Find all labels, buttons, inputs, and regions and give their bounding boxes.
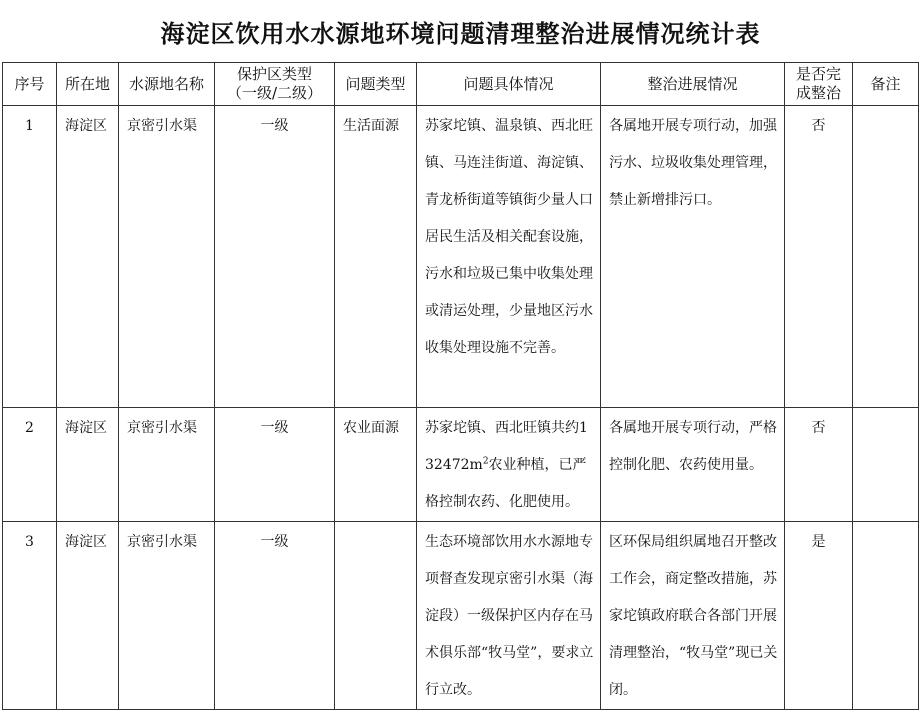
header-zone-type-line2: （一级/二级）	[226, 84, 323, 102]
cell-problem-type	[335, 522, 417, 710]
cell-remark	[853, 106, 919, 408]
header-zone-type-line1: 保护区类型	[236, 65, 312, 83]
cell-seq: 1	[3, 106, 57, 408]
cell-source-name: 京密引水渠	[119, 106, 215, 408]
header-seq: 序号	[3, 63, 57, 106]
cell-zone-type: 一级	[215, 106, 335, 408]
cell-remark	[853, 522, 919, 710]
cell-done: 否	[785, 106, 853, 408]
header-done-line2: 成整治	[795, 84, 841, 102]
cell-seq: 2	[3, 408, 57, 522]
cell-problem-type: 农业面源	[335, 408, 417, 522]
header-source-name: 水源地名称	[119, 63, 215, 106]
header-problem-type: 问题类型	[335, 63, 417, 106]
cell-zone-type: 一级	[215, 408, 335, 522]
cell-location: 海淀区	[57, 106, 119, 408]
header-remark: 备注	[853, 63, 919, 106]
header-progress: 整治进展情况	[601, 63, 785, 106]
cell-source-name: 京密引水渠	[119, 522, 215, 710]
cell-progress: 各属地开展专项行动，严格控制化肥、农药使用量。	[601, 408, 785, 522]
statistics-table	[2, 62, 919, 710]
problem-detail-area-sup: 2	[482, 456, 489, 467]
problem-detail-area: 132472m	[425, 420, 588, 473]
cell-problem-type: 生活面源	[335, 106, 417, 408]
cell-seq: 3	[3, 522, 57, 710]
cell-remark	[853, 408, 919, 522]
cell-done: 是	[785, 522, 853, 710]
cell-progress: 区环保局组织属地召开整改工作会，商定整改措施，苏家坨镇政府联合各部门开展清理整治，“牧马堂”现已关闭。	[601, 522, 785, 710]
table-row	[3, 522, 919, 710]
problem-detail-part-b: 农业种植，已严格控制农药、化肥使用。	[425, 457, 587, 510]
header-done	[785, 63, 853, 106]
cell-progress: 各属地开展专项行动，加强污水、垃圾收集处理管理，禁止新增排污口。	[601, 106, 785, 408]
header-done-line1: 是否完	[795, 65, 841, 83]
header-problem-detail: 问题具体情况	[417, 63, 601, 106]
header-location: 所在地	[57, 63, 119, 106]
header-zone-type	[215, 63, 335, 106]
cell-location: 海淀区	[57, 408, 119, 522]
cell-done: 否	[785, 408, 853, 522]
table-row	[3, 408, 919, 522]
cell-problem-detail: 生态环境部饮用水水源地专项督查发现京密引水渠（海淀段）一级保护区内存在马术俱乐部“牧马堂”，要求立行立改。	[417, 522, 601, 710]
problem-detail-part-a: 苏家坨镇、西北旺镇共约	[425, 420, 579, 436]
page-title: 海淀区饮用水水源地环境问题清理整治进展情况统计表	[160, 20, 761, 48]
cell-location: 海淀区	[57, 522, 119, 710]
cell-source-name: 京密引水渠	[119, 408, 215, 522]
cell-problem-detail: 苏家坨镇、温泉镇、西北旺镇、马连洼街道、海淀镇、青龙桥街道等镇街少量人口居民生活及相关配套设施，污水和垃圾已集中收集处理或清运处理，少量地区污水收集处理设施不完善。	[417, 106, 601, 408]
table-row	[3, 106, 919, 408]
cell-problem-detail	[417, 408, 601, 522]
table-header-row	[3, 63, 919, 106]
cell-zone-type: 一级	[215, 522, 335, 710]
